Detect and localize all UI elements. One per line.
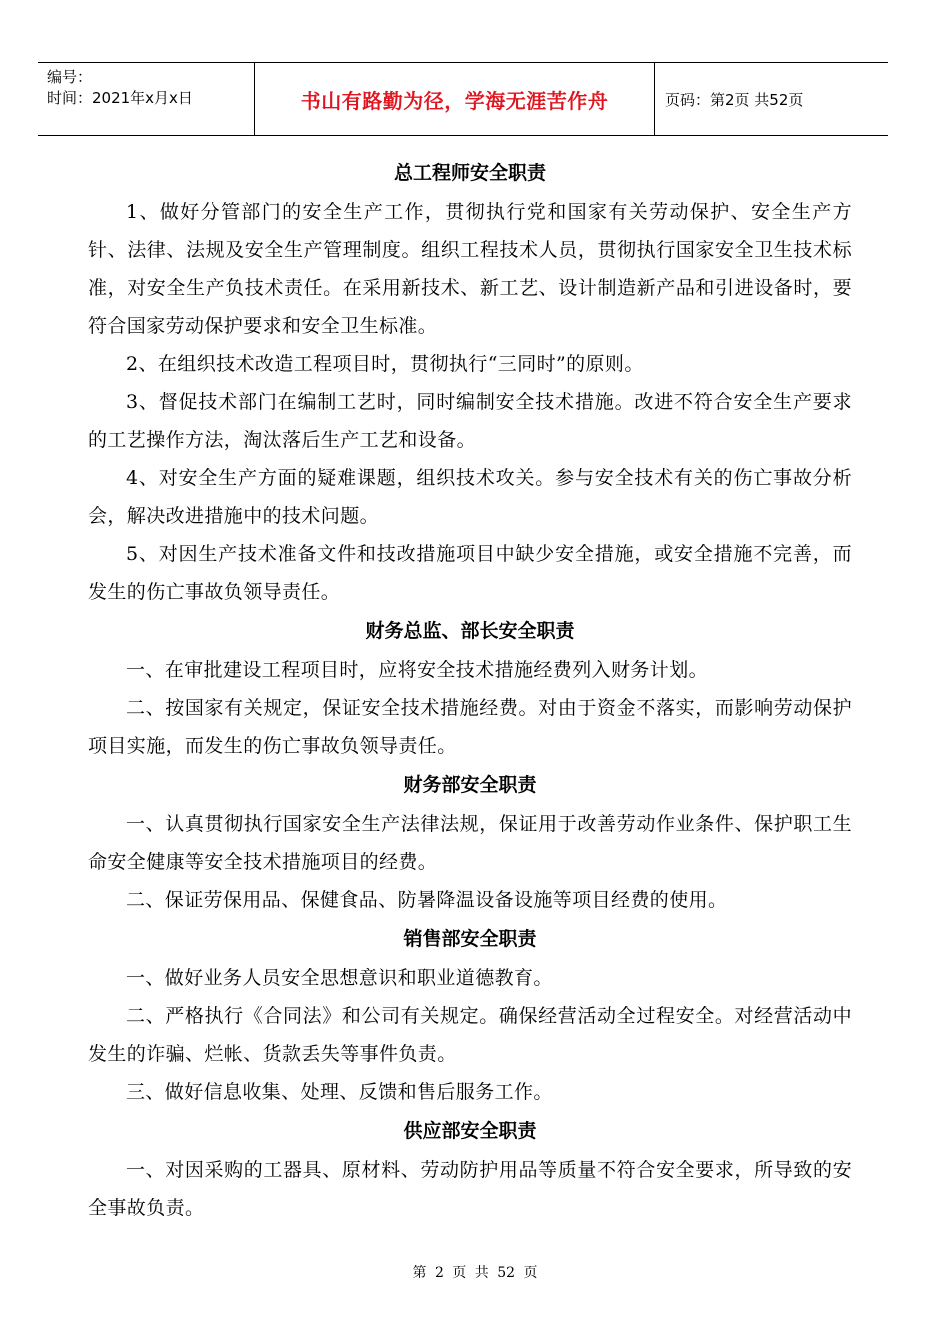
section-finance-director	[88, 611, 852, 765]
header-page-cell	[655, 63, 888, 135]
section-title: 财务总监、部长安全职责	[365, 620, 575, 642]
section-title: 总工程师安全职责	[393, 162, 546, 184]
paragraph: 三、做好信息收集、处理、反馈和售后服务工作。	[126, 1081, 553, 1103]
header-page-label: 页码：第2页 共52页	[665, 90, 804, 109]
paragraph: 一、对因采购的工器具、原材料、劳动防护用品等质量不符合安全要求，所导致的安全事故负责。	[88, 1159, 852, 1219]
paragraph: 一、做好业务人员安全思想意识和职业道德教育。	[126, 967, 553, 989]
paragraph: 1、做好分管部门的安全生产工作，贯彻执行党和国家有关劳动保护、安全生产方针、法律、法规及安全生产管理制度。组织工程技术人员，贯彻执行国家安全卫生技术标准，对安全生产负技术责任。在采用新技术、新工艺、设计制造新产品和引进设备时，要符合国家劳动保护要求和安全卫生标准。	[88, 201, 852, 337]
page-header	[38, 62, 888, 136]
paragraph: 3、督促技术部门在编制工艺时，同时编制安全技术措施。改进不符合安全生产要求的工艺操作方法，淘汰落后生产工艺和设备。	[88, 391, 852, 451]
section-supply-dept	[88, 1111, 852, 1227]
section-title: 销售部安全职责	[403, 928, 537, 950]
paragraph: 二、保证劳保用品、保健食品、防暑降温设备设施等项目经费的使用。	[126, 889, 728, 911]
paragraph: 5、对因生产技术准备文件和技改措施项目中缺少安全措施，或安全措施不完善，而发生的伤亡事故负领导责任。	[88, 543, 852, 603]
paragraph: 一、在审批建设工程项目时，应将安全技术措施经费列入财务计划。	[126, 659, 709, 681]
header-meta	[38, 63, 254, 135]
header-motto: 书山有路勤为径，学海无涯苦作舟	[300, 88, 609, 113]
paragraph: 二、按国家有关规定，保证安全技术措施经费。对由于资金不落实，而影响劳动保护项目实施，而发生的伤亡事故负领导责任。	[88, 697, 852, 757]
number-label: 编号：	[47, 68, 93, 86]
section-sales-dept	[88, 919, 852, 1111]
paragraph: 4、对安全生产方面的疑难课题，组织技术攻关。参与安全技术有关的伤亡事故分析会，解决改进措施中的技术问题。	[88, 467, 852, 527]
paragraph: 二、严格执行《合同法》和公司有关规定。确保经营活动全过程安全。对经营活动中发生的诈骗、烂帐、货款丢失等事件负责。	[88, 1005, 852, 1065]
section-title: 供应部安全职责	[403, 1120, 537, 1142]
time-label: 时间：2021年x月x日	[47, 89, 193, 107]
header-motto-cell	[254, 63, 655, 135]
paragraph: 一、认真贯彻执行国家安全生产法律法规，保证用于改善劳动作业条件、保护职工生命安全健康等安全技术措施项目的经费。	[88, 813, 852, 873]
section-finance-dept	[88, 765, 852, 919]
section-chief-engineer	[88, 153, 852, 611]
document-body	[88, 153, 852, 1227]
section-title: 财务部安全职责	[403, 774, 537, 796]
page-footer: 第 2 页 共 52 页	[412, 1265, 538, 1281]
paragraph: 2、在组织技术改造工程项目时，贯彻执行“三同时”的原则。	[126, 353, 644, 375]
